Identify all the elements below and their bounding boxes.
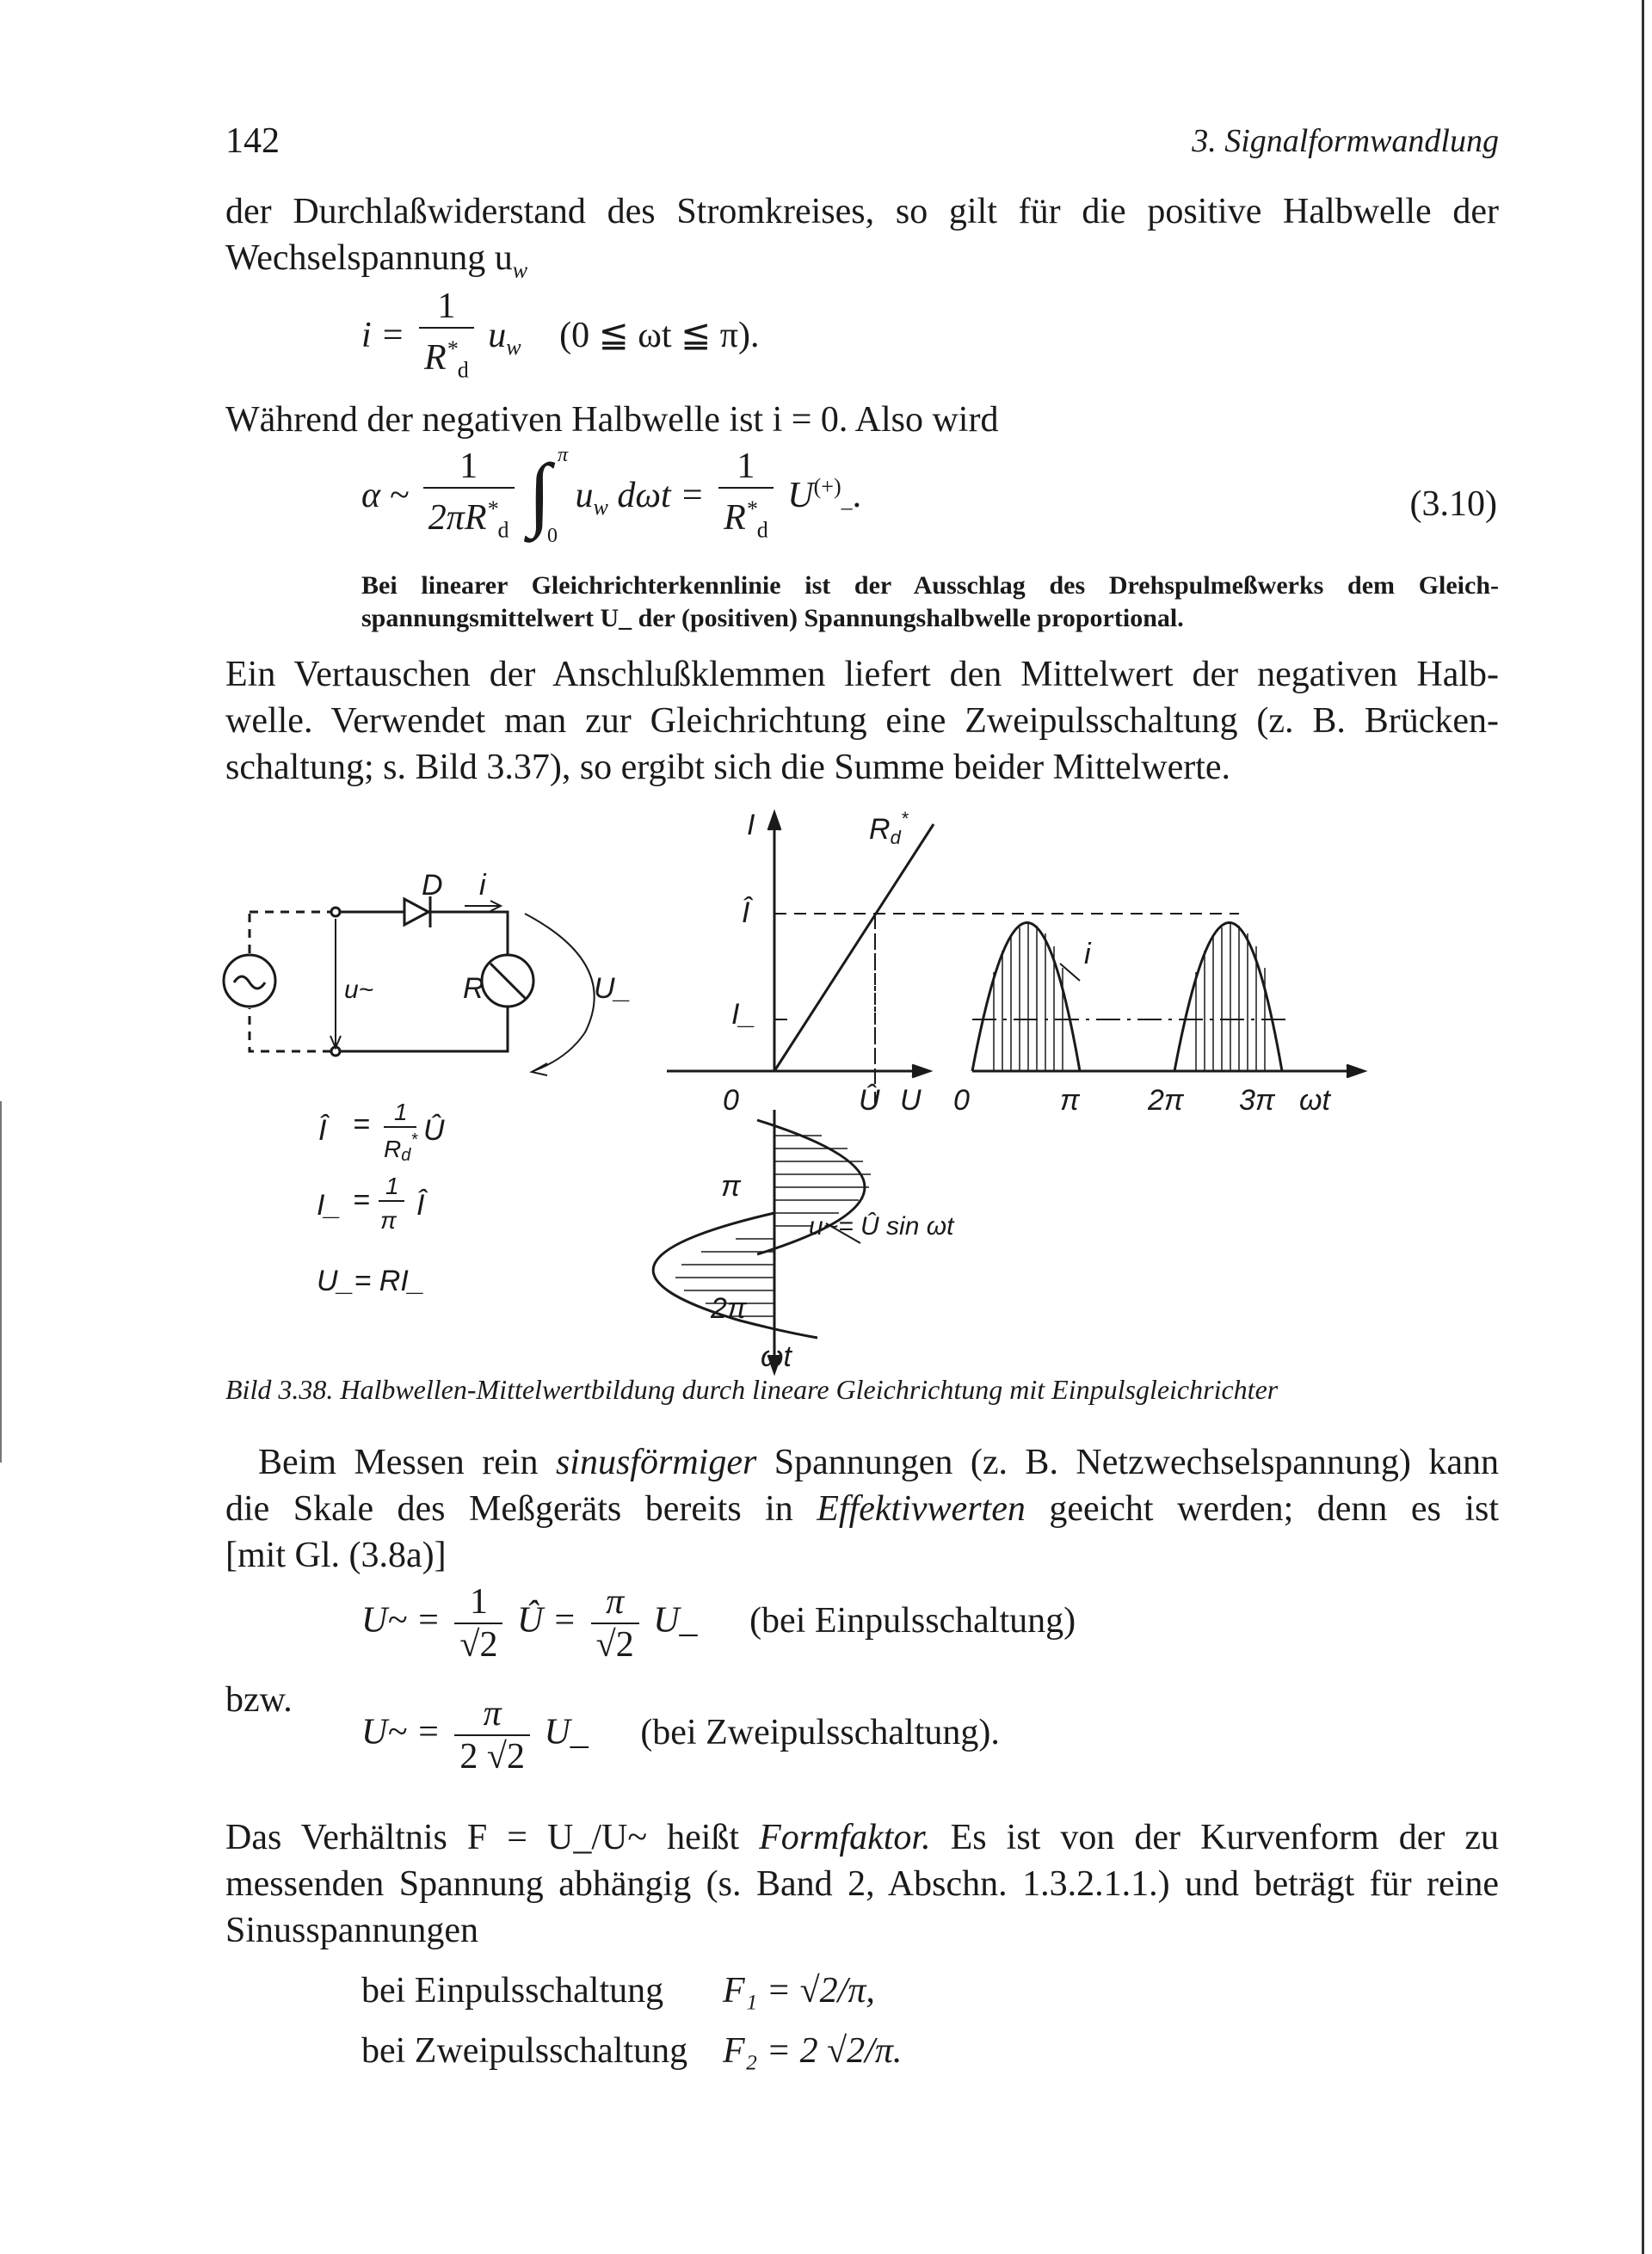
char-line xyxy=(774,824,934,1071)
para4-line-2: messenden Spannung abhängig (s. Band 2, Abschn. 1.3.2.1.1.) und beträgt für reine xyxy=(225,1864,1499,1904)
equation-rms-one-pulse xyxy=(361,1581,1076,1666)
eq1-rhs-sub: w xyxy=(506,335,521,360)
label-u-sine: u~= Û sin ωt xyxy=(809,1212,954,1241)
formula2-num: 1 xyxy=(385,1173,399,1199)
eq1-condition: (0 ≦ ωt ≦ π). xyxy=(559,315,760,355)
tick-v-0: 0 xyxy=(723,1084,739,1117)
label-u-hat: Û xyxy=(859,1084,880,1117)
negative-halfwave-line: Während der negativen Halbwelle ist i = 0. Also wird xyxy=(225,400,999,440)
output-voltage-arc xyxy=(525,914,595,1071)
emph-effektivwerten: Effektivwerten xyxy=(817,1489,1026,1529)
intro-line-2-sub: w xyxy=(512,257,528,283)
label-i-hat: Î xyxy=(742,896,750,929)
formula2-rhs: Î xyxy=(416,1189,425,1222)
formula1-den: Rd* xyxy=(384,1130,418,1165)
label-wt-voltage: ωt xyxy=(761,1340,792,1373)
formula1-rhs: Û xyxy=(423,1114,445,1147)
meter-needle xyxy=(490,964,527,1000)
integral-sign: ∫ π 0 xyxy=(528,444,569,548)
current-hatching xyxy=(994,924,1265,1071)
label-diode: D xyxy=(422,869,443,902)
para4-line-3: Sinusspannungen xyxy=(225,1911,478,1950)
eq1-rhs: u xyxy=(488,315,507,355)
current-waveform xyxy=(972,923,1364,1078)
para4-line-1: Das Verhältnis F = U_/U~ heißt Formfaktor. Es ist von der Kurvenform der zu xyxy=(225,1818,1499,1857)
para2-line-1: Ein Vertauschen der Anschlußklemmen liefert den Mittelwert der negativen Halb- xyxy=(225,655,1499,694)
tick-2pi: 2π xyxy=(1148,1084,1184,1117)
eq2-lhs: α ~ xyxy=(361,475,410,515)
circuit-diagram xyxy=(224,896,595,1075)
eq3-frac2: $\frac{\pi}{√2}$ xyxy=(591,1581,639,1666)
formula1-eq: = xyxy=(353,1108,370,1141)
label-source-voltage: u~ xyxy=(344,976,374,1004)
ff-row2-label: bei Zweipulsschaltung xyxy=(361,2031,688,2071)
eq4-frac: $\frac{\pi}{2 √2}$ xyxy=(454,1693,530,1777)
label-y-axis: I xyxy=(747,809,755,841)
eq1-num: 1 xyxy=(419,286,474,329)
wire-bottom xyxy=(340,1007,508,1051)
label-u-axis: U xyxy=(900,1084,922,1117)
emph-formfaktor: Formfaktor. xyxy=(759,1818,931,1857)
para2-line-3: schaltung; s. Bild 3.37), so ergibt sich die Summe beider Mittelwerte. xyxy=(225,748,1231,787)
eq1-lhs: i = xyxy=(361,315,405,355)
equation-number: (3.10) xyxy=(1409,484,1497,524)
eq2-result-sub: – xyxy=(841,495,853,520)
eq3-lhs: U~ = xyxy=(361,1600,441,1641)
terminal-top xyxy=(331,908,340,916)
tick-v-pi: π xyxy=(721,1170,741,1203)
para3-line-2: die Skale des Meßgeräts bereits in Effektivwerten geeicht werden; denn es ist xyxy=(225,1489,1500,1529)
eq2-num2: 1 xyxy=(718,446,774,489)
ff-row1-eq: F₁ = √2/π, xyxy=(723,1971,875,2011)
intro-line-1: der Durchlaßwiderstand des Stromkreises, so gilt für die positive Halbwelle der xyxy=(225,192,1499,231)
label-resistor: R xyxy=(463,972,484,1005)
page-number: 142 xyxy=(225,121,280,161)
eq2-dwt: dωt = xyxy=(617,475,705,515)
bold-statement-1: Bei linearer Gleichrichterkennlinie ist der Ausschlag des Drehspulmeßwerks dem Gleich- xyxy=(361,571,1499,600)
integral-upper: π xyxy=(558,444,569,467)
eq2-integrand-sub: w xyxy=(593,495,608,520)
wire-top-right xyxy=(430,912,508,955)
formula1-lhs: Î xyxy=(318,1114,327,1147)
bold-statement-2: spannungsmittelwert U_ der (positiven) Spannungshalbwelle proportional. xyxy=(361,604,1184,632)
para3-line-1: Beim Messen rein sinusförmiger Spannungen (z. B. Netzwechselspannung) kann xyxy=(258,1443,1499,1482)
eq3-note: (bei Einpulsschaltung) xyxy=(749,1600,1076,1641)
eq2-den1: $2\pi R^*_d$ xyxy=(428,496,509,543)
wire-bottom-left xyxy=(250,1008,331,1051)
running-title: 3. Signalformwandlung xyxy=(1192,123,1499,159)
eq2-end: . xyxy=(852,475,862,515)
eq3-frac1: $\frac{1}{√2}$ xyxy=(454,1581,502,1666)
source-tilde xyxy=(234,976,265,988)
emph-sinusfoermiger: sinusförmiger xyxy=(555,1443,757,1482)
ff-row2-eq: F₂ = 2 √2/π. xyxy=(723,2031,903,2071)
eq4-note: (bei Zweipulsschaltung). xyxy=(640,1712,1000,1752)
half-wave-1 xyxy=(972,923,1080,1072)
intro-line-2-text: Wechselspannung u xyxy=(225,238,513,278)
eq2-den2: $R^*_d$ xyxy=(724,496,768,543)
para2-line-2: welle. Verwendet man zur Gleichrichtung eine Zweipulsschaltung (z. B. Brücken- xyxy=(225,701,1499,741)
figure-caption: Bild 3.38. Halbwellen-Mittelwertbildung durch lineare Gleichrichtung mit Einpulsgleichrichter xyxy=(225,1374,1279,1405)
tick-v-2pi: 2π xyxy=(711,1292,747,1325)
formula2-den: π xyxy=(380,1207,397,1234)
label-i-mean: I_ xyxy=(731,998,756,1031)
eq2-num1: 1 xyxy=(423,446,515,489)
label-output-voltage: U_ xyxy=(594,972,632,1005)
tick-3pi: 3π xyxy=(1239,1084,1275,1117)
eq2-result: U xyxy=(787,475,814,515)
characteristic-plot xyxy=(667,813,1239,1110)
equation-rms-two-pulse xyxy=(361,1693,1000,1777)
eq1-den: $R^*_d$ xyxy=(424,336,469,383)
formula2-lhs: I_ xyxy=(317,1189,342,1222)
integral-lower: 0 xyxy=(547,525,558,548)
eq3-mid: Û = xyxy=(516,1600,577,1641)
half-wave-2 xyxy=(1174,923,1282,1072)
label-i-wave: i xyxy=(1084,938,1091,970)
eq4-rhs: U_ xyxy=(544,1712,589,1752)
eq2-integrand: u xyxy=(575,475,594,515)
formula1-num: 1 xyxy=(394,1099,408,1125)
formula3: U_= RI_ xyxy=(317,1265,425,1297)
label-slope: Rd* xyxy=(869,808,909,848)
diode-triangle xyxy=(404,899,428,925)
tick-0: 0 xyxy=(953,1084,970,1117)
tick-pi: π xyxy=(1060,1084,1080,1117)
formula2-eq: = xyxy=(353,1184,370,1216)
eq3-rhs: U_ xyxy=(653,1600,698,1641)
label-current: i xyxy=(479,869,486,902)
label-wt-current: ωt xyxy=(1299,1084,1330,1117)
ff-row1-label: bei Einpulsschaltung xyxy=(361,1971,664,2011)
eq2-result-sup: (+) xyxy=(813,473,841,499)
para3-line-3: [mit Gl. (3.8a)] xyxy=(225,1536,447,1575)
bzw-label: bzw. xyxy=(225,1680,293,1720)
eq4-lhs: U~ = xyxy=(361,1712,441,1752)
